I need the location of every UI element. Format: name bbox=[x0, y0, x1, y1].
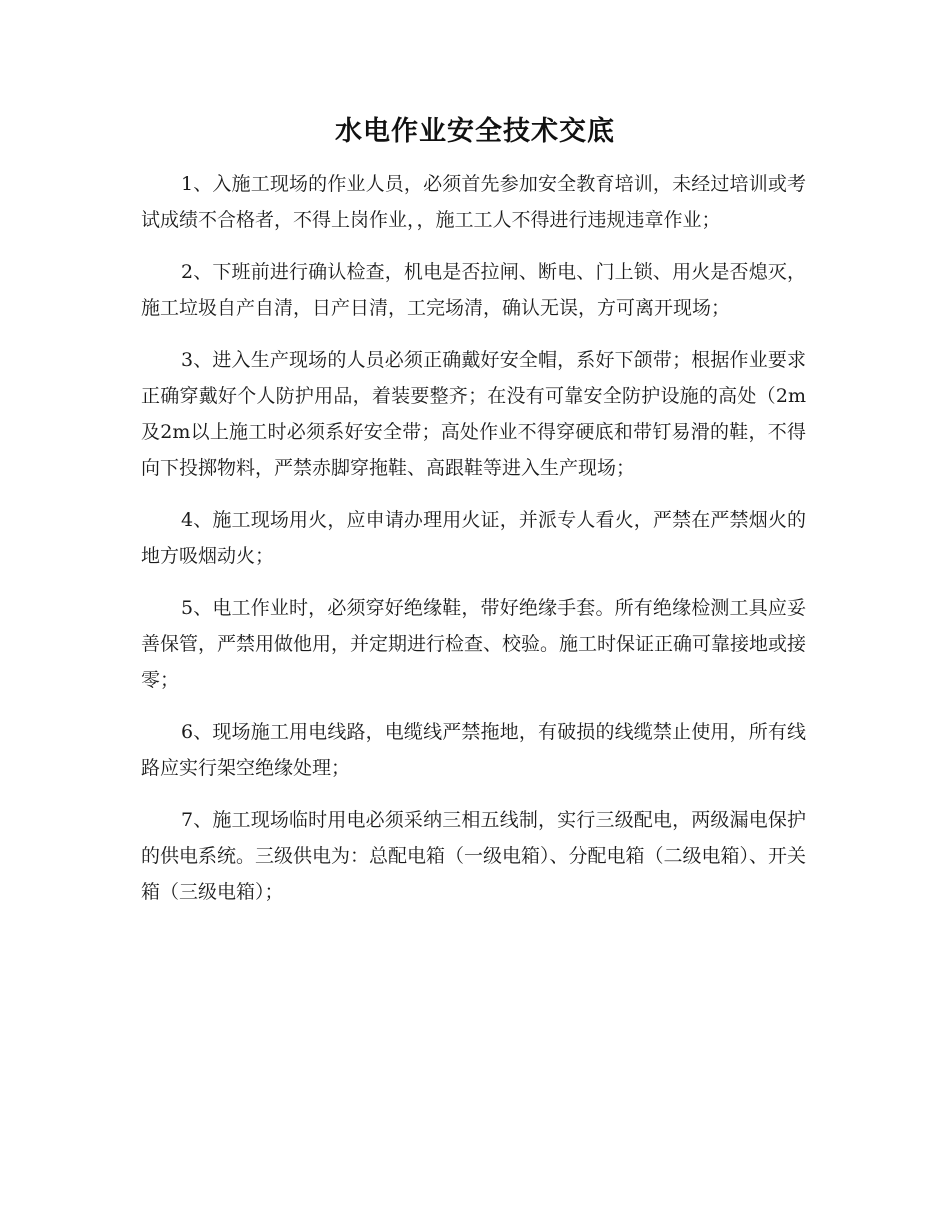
paragraph-5: 5、电工作业时，必须穿好绝缘鞋，带好绝缘手套。所有绝缘检测工具应妥善保管，严禁用做他用，并定期进行检查、校验。施工时保证正确可靠接地或接零； bbox=[141, 597, 807, 691]
document-title: 水电作业安全技术交底 bbox=[335, 116, 615, 147]
paragraph-7: 7、施工现场临时用电必须采纳三相五线制，实行三级配电，两级漏电保护的供电系统。三级供电为：总配电箱（一级电箱）、分配电箱（二级电箱）、开关箱（三级电箱）； bbox=[141, 809, 807, 903]
paragraph-1: 1、入施工现场的作业人员，必须首先参加安全教育培训，未经过培训或考试成绩不合格者，不得上岗作业，，施工工人不得进行违规违章作业； bbox=[141, 173, 806, 231]
paragraph-4: 4、施工现场用火，应申请办理用火证，并派专人看火，严禁在严禁烟火的地方吸烟动火； bbox=[141, 509, 806, 567]
paragraph-2: 2、下班前进行确认检查，机电是否拉闸、断电、门上锁、用火是否熄灭，施工垃圾自产自清，日产日清，工完场清，确认无误，方可离开现场； bbox=[141, 261, 806, 319]
document-body bbox=[141, 166, 806, 926]
paragraph-6: 6、现场施工用电线路，电缆线严禁拖地，有破损的线缆禁止使用，所有线路应实行架空绝缘处理； bbox=[141, 721, 806, 779]
paragraph-3: 3、进入生产现场的人员必须正确戴好安全帽，系好下颌带；根据作业要求正确穿戴好个人防护用品，着装要整齐；在没有可靠安全防护设施的高处（2m及2m以上施工时必须系好安全带；高处作业不得穿硬底和带钉易滑的鞋，不得向下投掷物料，严禁赤脚穿拖鞋、高跟鞋等进入生产现场； bbox=[141, 349, 806, 479]
